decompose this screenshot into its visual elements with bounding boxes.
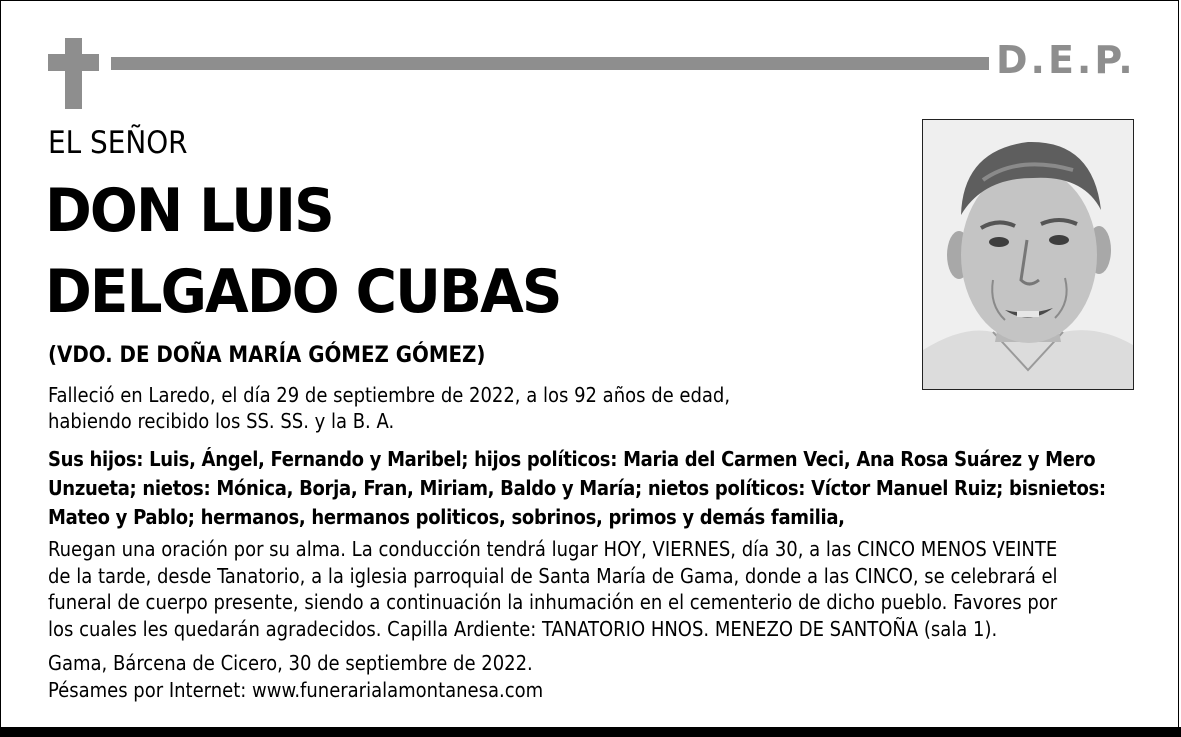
dep-label: D.E.P. [996,38,1136,82]
header-rule [111,57,989,70]
family-list-line: Mateo y Pablo; hermanos, hermanos politicos, sobrinos, primos y demás familia, [48,505,845,529]
cross-vertical-bar [65,38,82,109]
notice-footer [48,650,543,704]
service-details [48,536,1148,642]
service-details-line: de la tarde, desde Tanatorio, a la iglesia parroquial de Santa María de Gama, donde a las CINCO, se celebrará el [48,563,1058,588]
condolences-link: Pésames por Internet: www.funerarialamontanesa.com [48,678,544,702]
death-details-line-2: habiendo recibido los SS. SS. y la B. A. [48,409,395,433]
service-details-line: funeral de cuerpo presente, siendo a continuación la inhumación en el cementerio de dicho pueblo. Favores por [48,590,1058,614]
widower-of: (VDO. DE DOÑA MARÍA GÓMEZ GÓMEZ) [48,343,486,368]
portrait-photo [922,119,1134,390]
family-list-line: Unzueta; nietos: Mónica, Borja, Fran, Miriam, Baldo y María; nietos políticos: Víctor Manuel Ruiz; bisnietos: [48,476,1106,500]
footer-rule [0,727,1181,737]
service-details-line: Ruegan una oración por su alma. La conducción tendrá lugar HOY, VIERNES, día 30, a las CINCO MENOS VEINTE [48,537,1058,561]
deceased-name-line-2: DELGADO CUBAS [45,257,561,327]
death-details-line-1: Falleció en Laredo, el día 29 de septiembre de 2022, a los 92 años de edad, [48,383,731,407]
family-list-line: Sus hijos: Luis, Ángel, Fernando y Maribel; hijos políticos: Maria del Carmen Veci, Ana Rosa Suárez y Mero [48,447,1096,471]
family-list [48,445,1148,532]
service-details-line: los cuales les quedarán agradecidos. Capilla Ardiente: TANATORIO HNOS. MENEZO DE SANTOÑA (sala 1). [48,616,998,641]
deceased-name-line-1: DON LUIS [45,176,333,246]
honorific: EL SEÑOR [48,125,188,161]
portrait-illustration [923,120,1133,389]
place-date: Gama, Bárcena de Cicero, 30 de septiembre de 2022. [48,651,533,675]
death-details [48,382,730,434]
deceased-name [45,171,561,333]
cross-horizontal-bar [48,54,99,71]
